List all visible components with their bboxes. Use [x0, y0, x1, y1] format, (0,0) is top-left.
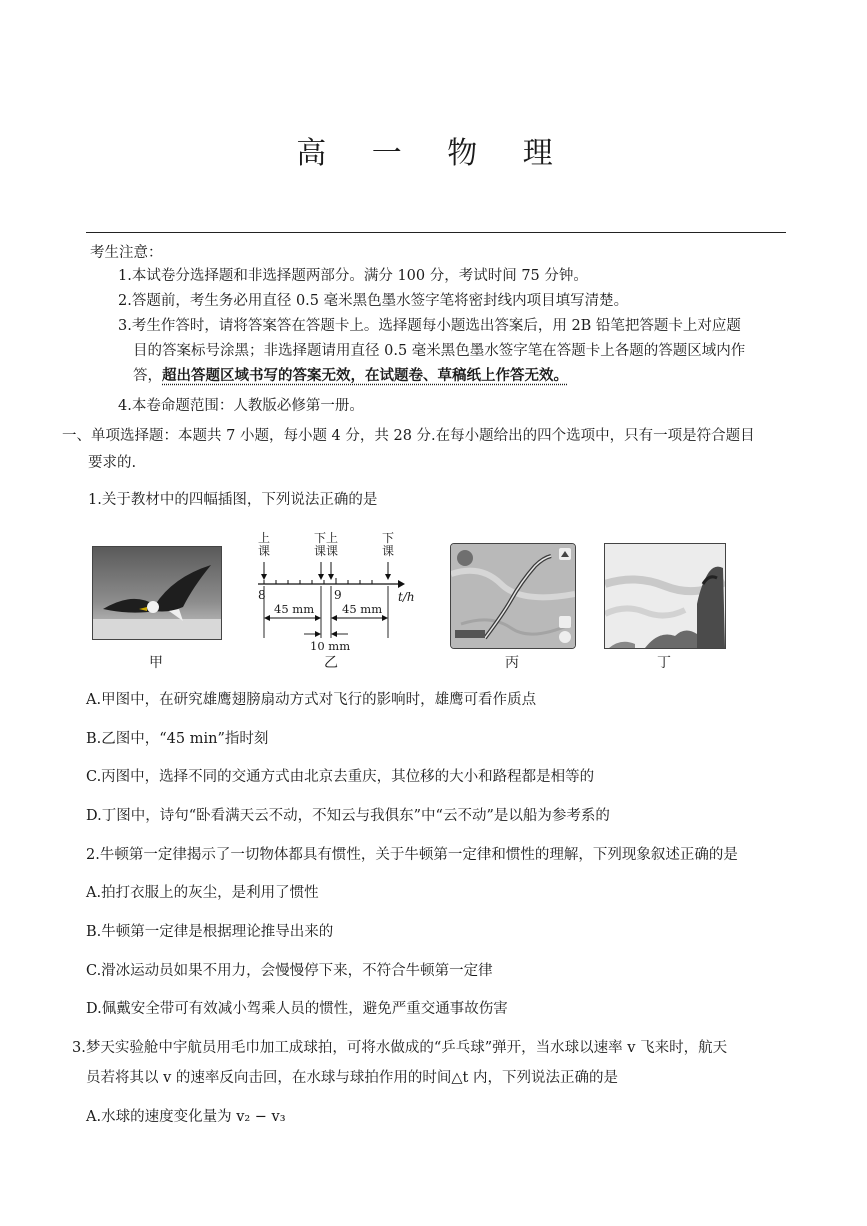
q1-option-a: A.甲图中，在研究雄鹰翅膀扇动方式对飞行的影响时，雄鹰可看作质点 [86, 692, 537, 708]
figure-jia-eagle [92, 546, 222, 640]
q1-option-c: C.丙图中，选择不同的交通方式由北京去重庆，其位移的大小和路程都是相等的 [86, 769, 595, 785]
notice-item-1: 1.本试卷分选择题和非选择题两部分。满分 100 分，考试时间 75 分钟。 [118, 268, 588, 284]
dim-left: 45 mm [274, 602, 315, 616]
notice-item-3-line-3 [133, 366, 568, 386]
tick-8: 8 [258, 588, 266, 602]
label-shangke-1: 上课 [258, 531, 271, 558]
q3-option-a: A.水球的速度变化量为 v₂ − v₃ [86, 1109, 286, 1125]
section-1-instructions-line-1: 一、单项选择题：本题共 7 小题，每小题 4 分，共 28 分.在每小题给出的四个选项中，只有一项是符合题目 [62, 428, 755, 444]
dim-gap: 10 mm [310, 639, 351, 653]
figure-ding-caption: 丁 [657, 655, 671, 671]
q3-stem-line-1: 3.梦天实验舱中宇航员用毛巾加工成球拍，可将水做成的“乒乓球”弹开，当水球以速率 v 飞来时，航天 [72, 1040, 728, 1056]
tick-9: 9 [334, 588, 342, 602]
section-1-instructions-line-2: 要求的. [88, 455, 137, 471]
q2-option-c: C.滑冰运动员如果不用力，会慢慢停下来，不符合牛顿第一定律 [86, 963, 493, 979]
q2-option-b: B.牛顿第一定律是根据理论推导出来的 [86, 924, 334, 940]
figure-jia-caption: 甲 [149, 655, 163, 671]
q1-option-d: D.丁图中，诗句“卧看满天云不动，不知云与我俱东”中“云不动”是以船为参考系的 [86, 808, 610, 824]
notice-item-3-line-1: 3.考生作答时，请将答案答在答题卡上。选择题每小题选出答案后，用 2B 铅笔把答题卡上对应题 [118, 318, 741, 334]
figure-yi-timeline [248, 530, 428, 655]
notice-heading: 考生注意： [90, 245, 163, 261]
q2-option-d: D.佩戴安全带可有效减小驾乘人员的惯性，避免严重交通事故伤害 [86, 1001, 508, 1017]
notice-emphasis: 超出答题区域书写的答案无效，在试题卷、草稿纸上作答无效。 [162, 368, 568, 384]
label-xiake-shangke: 下上课课 [314, 531, 339, 558]
notice-item-2: 2.答题前，考生务必用直径 0.5 毫米黑色墨水签字笔将密封线内项目填写清楚。 [118, 293, 629, 309]
q2-stem: 2.牛顿第一定律揭示了一切物体都具有惯性，关于牛顿第一定律和惯性的理解，下列现象叙述正确的是 [86, 847, 738, 863]
dim-right: 45 mm [342, 602, 383, 616]
notice-item-3-line-2: 目的答案标号涂黑；非选择题请用直径 0.5 毫米黑色墨水签字笔在答题卡上各题的答题区域内作 [133, 343, 746, 359]
figure-bing-map [450, 543, 576, 649]
axis-unit: t/h [398, 590, 415, 604]
figure-ding-landscape [604, 543, 726, 649]
q1-option-b: B.乙图中，“45 min”指时刻 [86, 731, 269, 747]
page-title: 高 一 物 理 [296, 136, 571, 171]
notice-item-4: 4.本卷命题范围：人教版必修第一册。 [118, 398, 364, 414]
figure-bing-caption: 丙 [505, 655, 519, 671]
label-xiake-2: 下课 [382, 531, 395, 558]
title-divider [86, 232, 786, 233]
q3-stem-line-2: 员若将其以 v 的速率反向击回，在水球与球拍作用的时间△t 内，下列说法正确的是 [86, 1070, 618, 1086]
q2-option-a: A.拍打衣服上的灰尘，是利用了惯性 [86, 885, 319, 901]
q1-stem: 1.关于教材中的四幅插图，下列说法正确的是 [88, 492, 378, 508]
notice-item-3-prefix: 答， [133, 368, 162, 384]
figure-yi-caption: 乙 [324, 655, 338, 671]
